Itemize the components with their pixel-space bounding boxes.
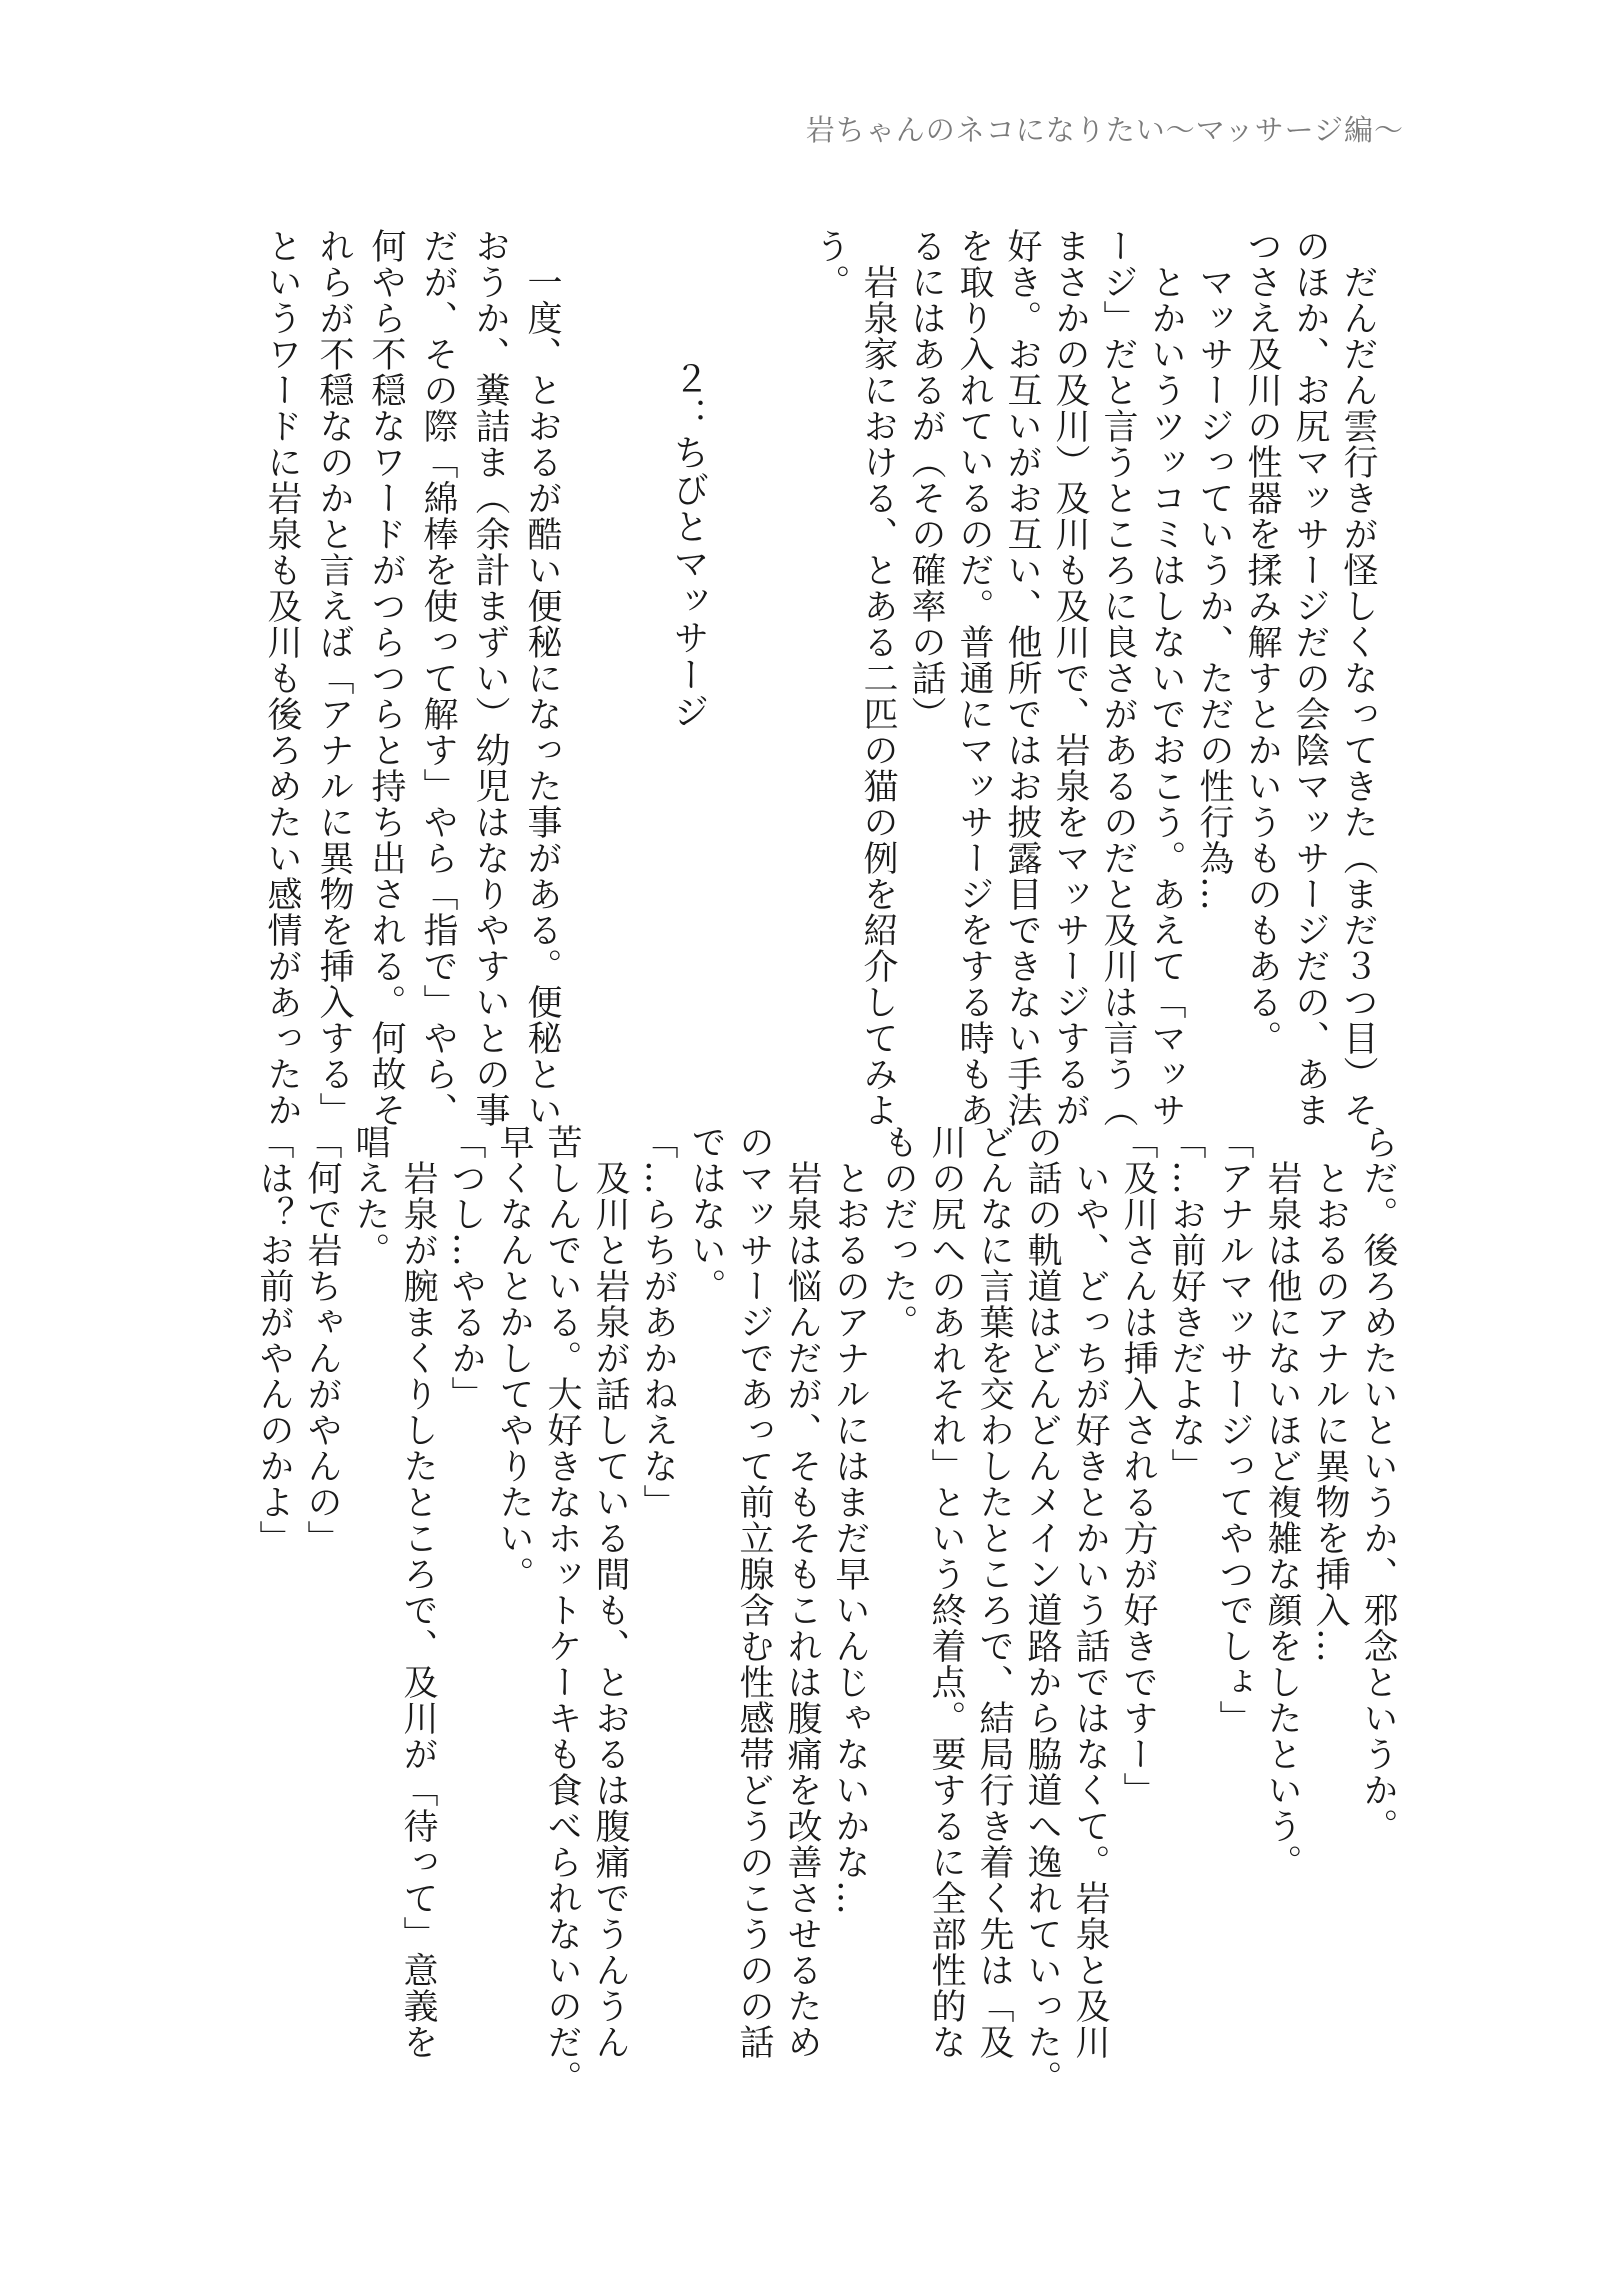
text-line: どんなに言葉を交わしたところで、結局行き着く先は「及	[974, 1124, 1014, 2060]
text-line: だんだん雲行きが怪しくなってきた（まだ３つ目）そ	[1338, 228, 1378, 1128]
text-line: マッサージっていうか、ただの性行為…	[1194, 228, 1234, 912]
text-line: 岩泉家における、とある二匹の猫の例を紹介してみよ	[858, 228, 898, 1128]
text-line: 「及川さんは挿入される方が好きですー」	[1118, 1124, 1158, 1808]
text-line: ではない。	[686, 1124, 726, 1304]
text-line: だが、その際「綿棒を使って解す」やら「指で」やら、	[418, 228, 458, 1128]
text-line: の話の軌道はどんどんメイン道路から脇道へ逸れていった。	[1022, 1124, 1062, 2096]
text-line: 早くなんとかしてやりたい。	[494, 1124, 534, 1592]
text-line: 岩泉は他にないほど複雑な顔をしたという。	[1262, 1124, 1302, 1880]
text-line: とかいうツッコミはしないでおこう。あえて「マッサ	[1146, 228, 1186, 1128]
text-line: 「…お前好きだよな」	[1166, 1124, 1206, 1484]
text-line: 好き。お互いがお互い、他所ではお披露目できない手法	[1002, 228, 1042, 1128]
text-line: 「アナルマッサージってやつでしょ」	[1214, 1124, 1254, 1736]
text-line: とおるのアナルにはまだ早いんじゃないかな…	[830, 1124, 870, 1916]
text-line: おうか、糞詰ま（余計まずい）幼児はなりやすいとの事	[470, 228, 510, 1128]
text-line: れらが不穏なのかと言えば「アナルに異物を挿入する」	[314, 228, 354, 1128]
running-title: 岩ちゃんのネコになりたい〜マッサージ編〜	[805, 113, 1404, 147]
body-text-top-right	[806, 228, 1382, 1128]
section-heading: ２：ちびとマッサージ	[668, 360, 709, 730]
text-line: 「…らちがあかねえな」	[638, 1124, 678, 1520]
text-line: 「つし…やるか」	[446, 1124, 486, 1412]
text-line: 唱えた。	[350, 1124, 390, 1268]
text-line: 及川と岩泉が話している間も、とおるは腹痛でうんうん	[590, 1124, 630, 2060]
text-line: まさかの及川）及川も及川で、岩泉をマッサージするが	[1050, 228, 1090, 1128]
text-line: ージ」だと言うところに良さがあるのだと及川は言う（	[1098, 228, 1138, 1128]
text-line: 岩泉が腕まくりしたところで、及川が「待って」意義を	[398, 1124, 438, 2060]
text-line: というワードに岩泉も及川も後ろめたい感情があったか	[262, 228, 302, 1128]
text-line: 何やら不穏なワードがつらつらと持ち出される。何故そ	[366, 228, 406, 1128]
text-line: るにはあるが（その確率の話）	[906, 228, 946, 732]
body-text-top-left	[256, 228, 568, 1128]
text-line: 川の尻へのあれそれ」という終着点。要するに全部性的な	[926, 1124, 966, 2060]
text-line: 「は？お前がやんのかよ」	[254, 1124, 294, 1556]
text-line: のほか、お尻マッサージだの会陰マッサージだの、あま	[1290, 228, 1330, 1128]
text-line: ものだった。	[878, 1124, 918, 1340]
text-line: を取り入れているのだ。普通にマッサージをする時もあ	[954, 228, 994, 1128]
text-line: とおるのアナルに異物を挿入…	[1310, 1124, 1350, 1664]
body-text-bottom	[250, 1124, 1402, 2096]
text-line: いや、どっちが好きとかいう話ではなくて。岩泉と及川	[1070, 1124, 1110, 2060]
text-line: 「何で岩ちゃんがやんの」	[302, 1124, 342, 1556]
text-line: う。	[810, 228, 850, 300]
text-line: 一度、とおるが酷い便秘になった事がある。便秘とい	[522, 228, 562, 1128]
text-line: 苦しんでいる。大好きなホットケーキも食べられないのだ。	[542, 1124, 582, 2096]
text-line: のマッサージであって前立腺含む性感帯どうのこうのの話	[734, 1124, 774, 2060]
text-line: 岩泉は悩んだが、そもそもこれは腹痛を改善させるため	[782, 1124, 822, 2060]
text-line: らだ。後ろめたいというか、邪念というか。	[1358, 1124, 1398, 1844]
text-line: つさえ及川の性器を揉み解すとかいうものもある。	[1242, 228, 1282, 1056]
